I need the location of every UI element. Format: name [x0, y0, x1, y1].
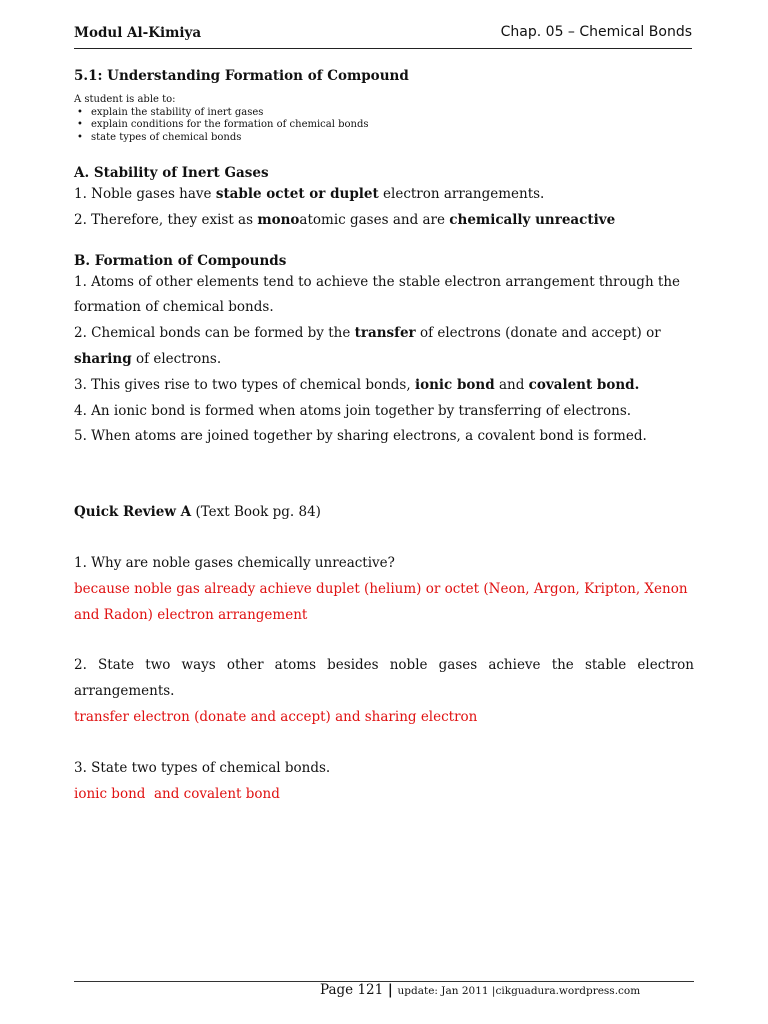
- answer-3: ionic bond and covalent bond: [74, 785, 280, 802]
- section-title: 5.1: Understanding Formation of Compound: [74, 68, 409, 84]
- page-content: [74, 66, 694, 807]
- part-b-point-3: [74, 373, 694, 399]
- text: of electrons (donate and accept) or: [415, 325, 661, 342]
- answer-2: transfer electron (donate and accept) and sharing electron: [74, 708, 478, 725]
- part-b-point-4: 4. An ionic bond is formed when atoms join together by transferring of electrons.: [74, 402, 632, 419]
- emphasis: covalent bond.: [528, 376, 640, 393]
- text: 3. This gives rise to two types of chemical bonds,: [74, 376, 415, 393]
- page-footer: [320, 982, 640, 998]
- quick-review-title: [74, 500, 694, 526]
- part-b-point-1: 1. Atoms of other elements tend to achieve the stable electron arrangement through the formation of chemical bonds.: [74, 273, 681, 316]
- page-header: [74, 24, 692, 49]
- part-b-point-2: [74, 321, 694, 373]
- module-title: Modul Al-Kimiya: [74, 25, 202, 41]
- part-a-point-2: [74, 208, 694, 234]
- text: of electrons.: [131, 350, 222, 367]
- learning-objectives: [74, 94, 694, 144]
- footer-separator: |: [383, 982, 398, 998]
- part-a-point-1: [74, 182, 694, 208]
- review-label: Quick Review A: [74, 504, 192, 521]
- emphasis: transfer: [354, 325, 416, 342]
- footer-update: update: Jan 2011 |cikguadura.wordpress.com: [397, 985, 641, 997]
- question-1: 1. Why are noble gases chemically unreactive?: [74, 554, 395, 571]
- question-2: 2. State two ways other atoms besides noble gases achieve the stable electron arrangements.: [74, 657, 694, 700]
- review-source: (Text Book pg. 84): [191, 504, 321, 521]
- text: 2. Therefore, they exist as: [74, 211, 258, 228]
- objective-item: • explain the stability of inert gases: [91, 107, 694, 120]
- emphasis: sharing: [74, 350, 132, 367]
- emphasis: mono: [257, 211, 300, 228]
- text: 2. Chemical bonds can be formed by the: [74, 325, 355, 342]
- emphasis: ionic bond: [414, 376, 495, 393]
- question-3: 3. State two types of chemical bonds.: [74, 759, 331, 776]
- emphasis: stable octet or duplet: [215, 186, 379, 202]
- text: atomic gases and are: [299, 211, 450, 228]
- answer-1: because noble gas already achieve duplet (helium) or octet (Neon, Argon, Kripton, Xenon and Radon) electron arrangement: [74, 580, 688, 623]
- text: and: [494, 376, 529, 393]
- part-b-heading: B. Formation of Compounds: [74, 252, 287, 269]
- text: 1. Noble gases have: [74, 186, 216, 202]
- chapter-title: Chap. 05 – Chemical Bonds: [500, 24, 692, 40]
- objective-item: • state types of chemical bonds: [91, 132, 694, 145]
- page-number: Page 121: [320, 982, 384, 998]
- objectives-intro: A student is able to:: [74, 94, 176, 105]
- emphasis: chemically unreactive: [449, 211, 616, 228]
- part-a-heading: A. Stability of Inert Gases: [74, 165, 269, 181]
- objectives-list: [74, 107, 694, 145]
- part-b-point-5: 5. When atoms are joined together by sharing electrons, a covalent bond is formed.: [74, 428, 647, 445]
- text: electron arrangements.: [378, 186, 545, 202]
- objective-item: • explain conditions for the formation of chemical bonds: [91, 119, 694, 132]
